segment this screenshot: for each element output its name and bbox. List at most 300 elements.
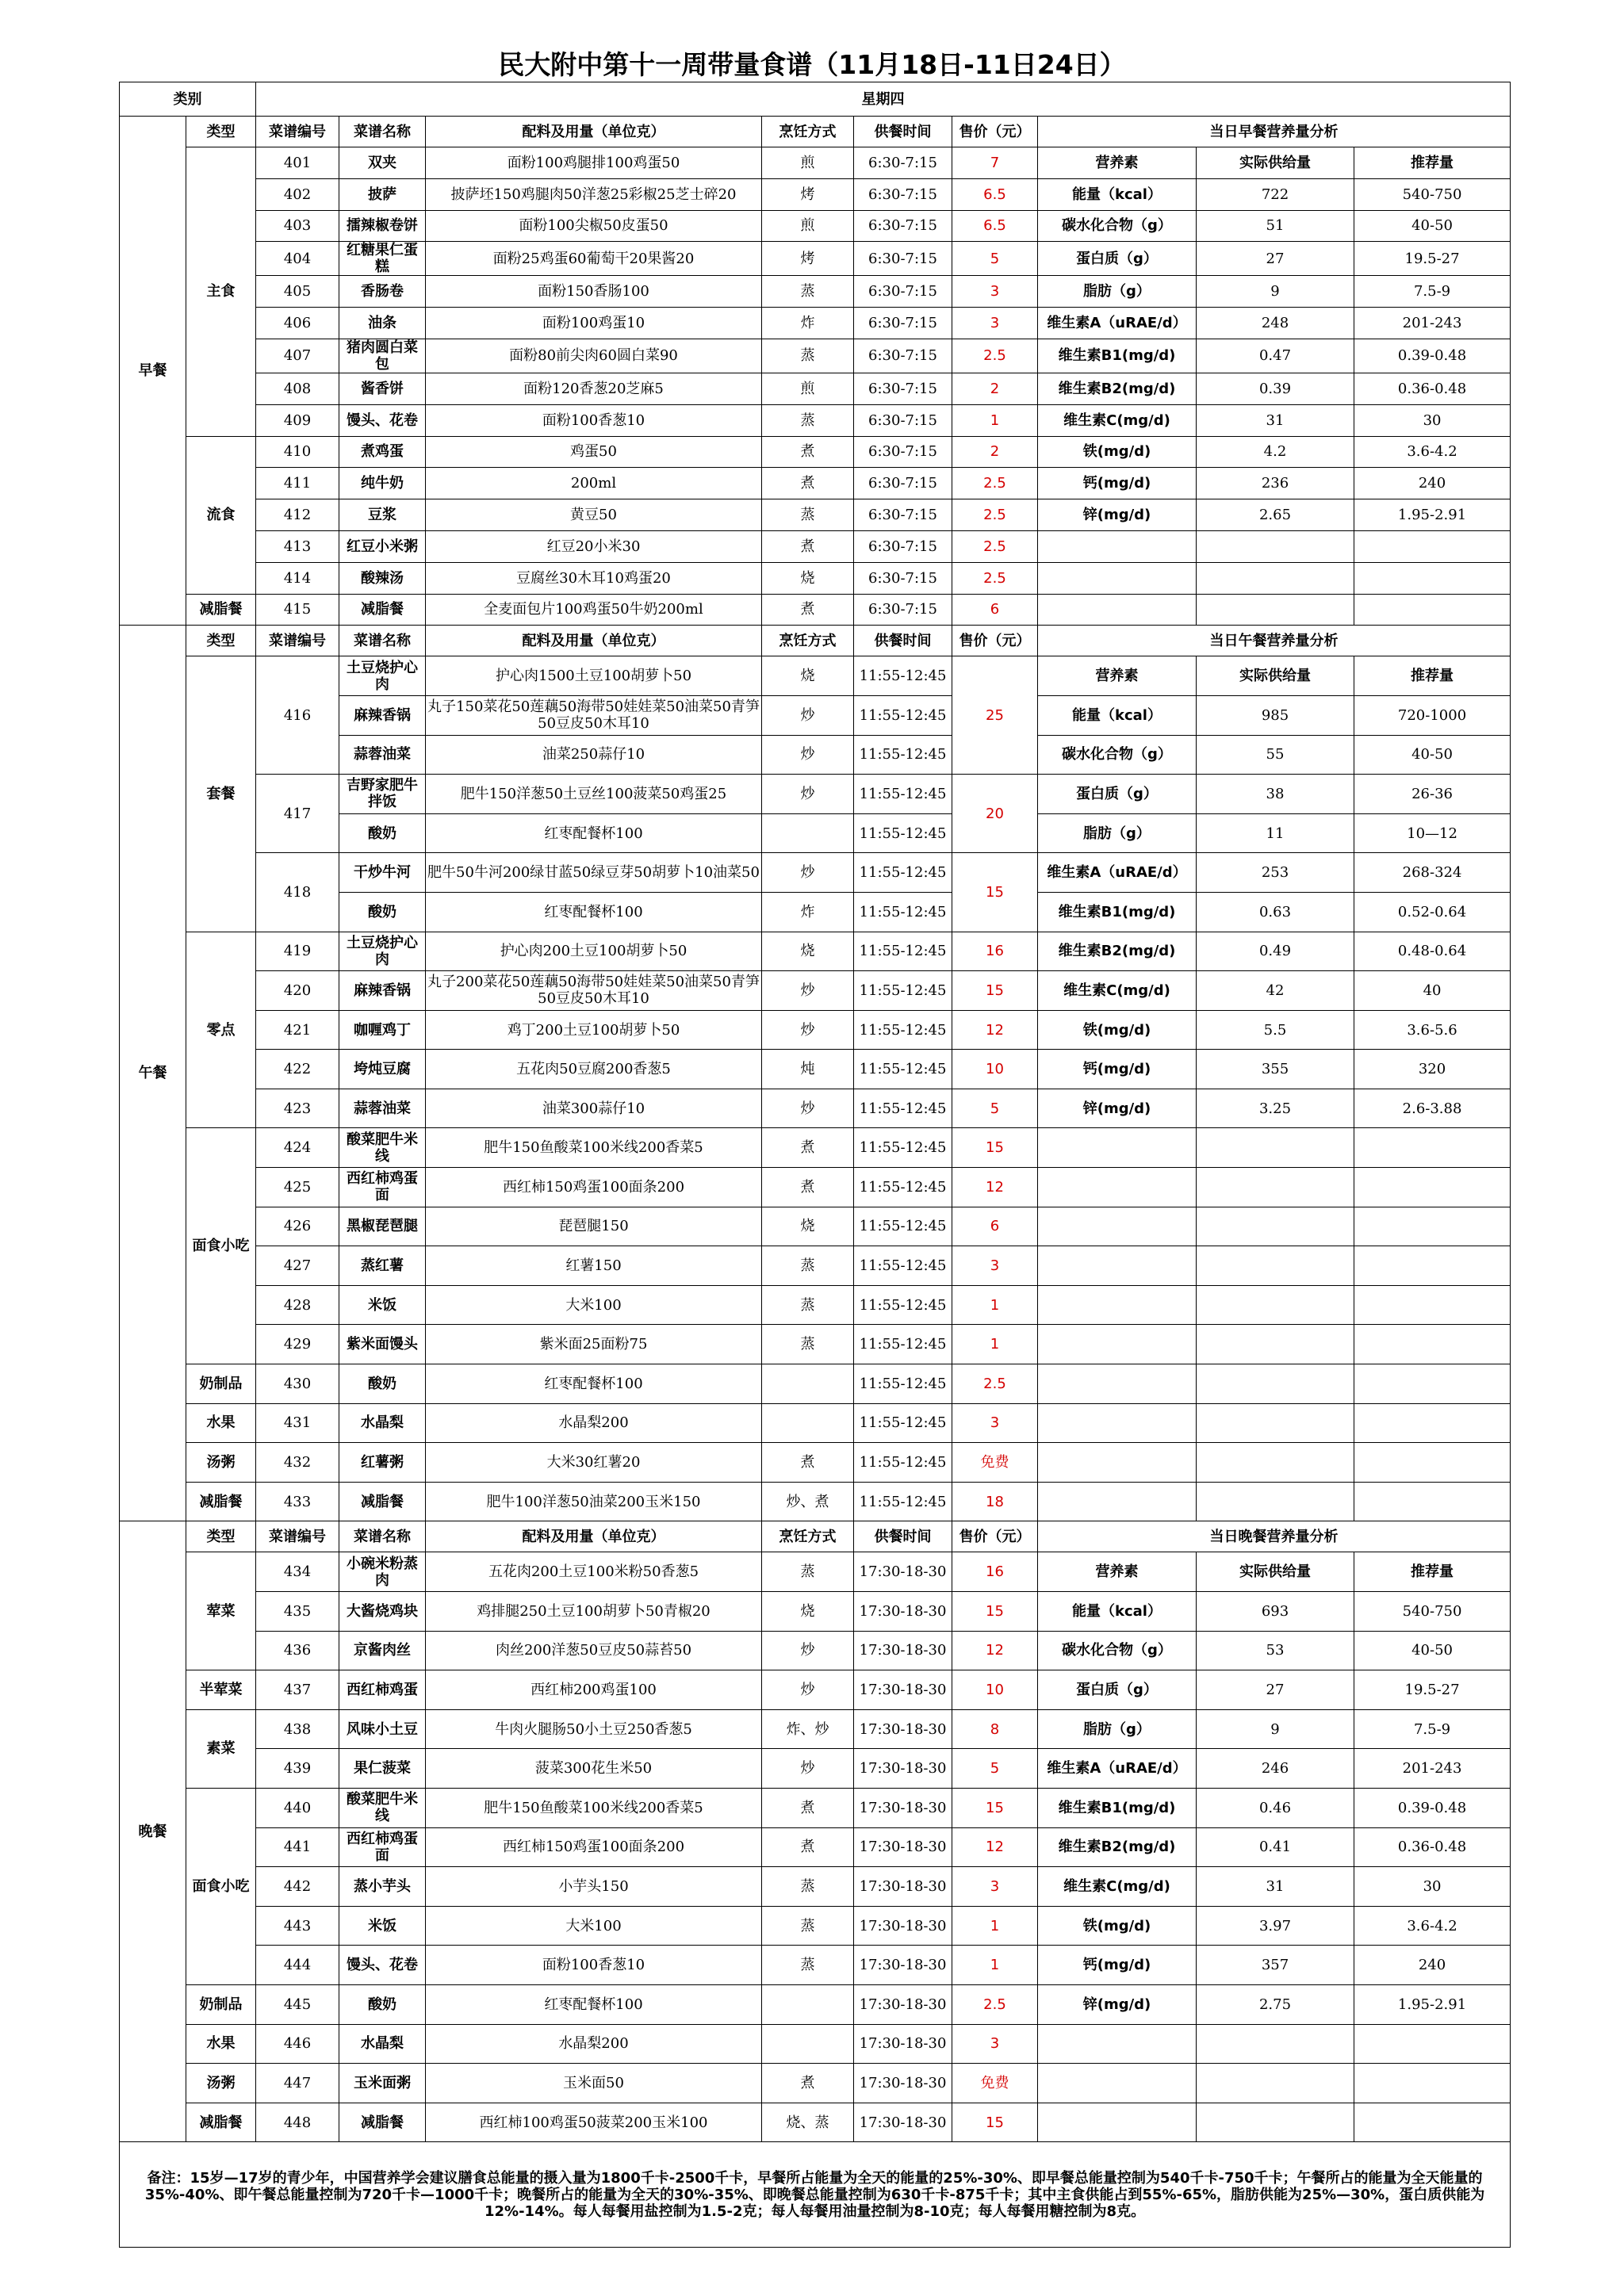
nutrient-name: 维生素C(mg/d) xyxy=(1038,1867,1197,1907)
cooking-method: 烤 xyxy=(762,242,854,276)
table-row xyxy=(120,1788,1511,1827)
category-meat: 荤菜 xyxy=(186,1552,256,1670)
cooking-method: 烧 xyxy=(762,656,854,696)
nutrient-name: 维生素A（uRAE/d） xyxy=(1038,1749,1197,1789)
dish-ingredients: 西红柿150鸡蛋100面条200 xyxy=(426,1827,762,1867)
table-row xyxy=(120,971,1511,1011)
nutrient-name: 脂肪（g） xyxy=(1038,276,1197,308)
table-row xyxy=(120,1670,1511,1710)
dish-price: 1 xyxy=(952,1325,1038,1364)
col-type-label: 类型 xyxy=(186,626,256,656)
dish-name: 垮炖豆腐 xyxy=(339,1050,426,1089)
cooking-method: 煮 xyxy=(762,436,854,468)
dish-name: 酱香饼 xyxy=(339,373,426,404)
nutrient-name: 维生素A（uRAE/d） xyxy=(1038,853,1197,893)
dish-name: 减脂餐 xyxy=(339,2103,426,2142)
actual-col-label: 实际供给量 xyxy=(1197,656,1354,696)
dish-name: 玉米面粥 xyxy=(339,2064,426,2103)
nutrient-recommend: 40-50 xyxy=(1354,210,1511,242)
cooking-method: 蒸 xyxy=(762,499,854,531)
cooking-method: 炸 xyxy=(762,892,854,932)
dish-code: 435 xyxy=(256,1592,339,1632)
col-type-label: 类型 xyxy=(186,117,256,147)
nutrient-name: 碳水化合物（g） xyxy=(1038,1631,1197,1670)
category-fruit: 水果 xyxy=(186,2024,256,2064)
empty-cell xyxy=(1038,1364,1197,1404)
dish-name: 酸奶 xyxy=(339,813,426,853)
dish-price: 10 xyxy=(952,1670,1038,1710)
serving-time: 11:55-12:45 xyxy=(854,1285,952,1325)
dish-name: 水晶梨 xyxy=(339,1403,426,1443)
category-halfmeat: 半荤菜 xyxy=(186,1670,256,1710)
col-price-label: 售价（元） xyxy=(952,117,1038,147)
dish-code: 444 xyxy=(256,1946,339,1985)
nutrient-actual: 27 xyxy=(1197,242,1354,276)
cooking-method: 蒸 xyxy=(762,404,854,436)
serving-time: 11:55-12:45 xyxy=(854,932,952,971)
dish-name: 米饭 xyxy=(339,1285,426,1325)
empty-cell xyxy=(1038,1443,1197,1483)
dish-price: 12 xyxy=(952,1631,1038,1670)
table-row xyxy=(120,1946,1511,1985)
dish-price: 15 xyxy=(952,1592,1038,1632)
col-type-label: 类型 xyxy=(186,1521,256,1552)
serving-time: 11:55-12:45 xyxy=(854,1207,952,1246)
nutrient-recommend: 3.6-5.6 xyxy=(1354,1010,1511,1050)
dish-ingredients: 黄豆50 xyxy=(426,499,762,531)
nutrient-col-label: 营养素 xyxy=(1038,656,1197,696)
day-header: 星期四 xyxy=(256,82,1511,117)
meal-label: 晚餐 xyxy=(120,1521,186,2142)
serving-time: 11:55-12:45 xyxy=(854,1403,952,1443)
dish-price: 5 xyxy=(952,1089,1038,1128)
dish-code: 424 xyxy=(256,1128,339,1168)
dish-ingredients: 丸子200菜花50莲藕50海带50娃娃菜50油菜50青笋50豆皮50木耳10 xyxy=(426,971,762,1011)
table-row xyxy=(120,853,1511,893)
table-row xyxy=(120,1089,1511,1128)
dish-code: 402 xyxy=(256,178,339,210)
col-code-label: 菜谱编号 xyxy=(256,1521,339,1552)
dish-price: 15 xyxy=(952,1788,1038,1827)
cooking-method: 煮 xyxy=(762,1788,854,1827)
serving-time: 6:30-7:15 xyxy=(854,147,952,179)
table-row xyxy=(120,1552,1511,1592)
serving-time: 17:30-18-30 xyxy=(854,2064,952,2103)
dish-name: 红薯粥 xyxy=(339,1443,426,1483)
table-row xyxy=(120,775,1511,814)
dish-ingredients: 披萨坯150鸡腿肉50洋葱25彩椒25芝士碎20 xyxy=(426,178,762,210)
table-row xyxy=(120,308,1511,339)
table-row xyxy=(120,404,1511,436)
dish-code: 423 xyxy=(256,1089,339,1128)
col-time-label: 供餐时间 xyxy=(854,1521,952,1552)
dish-name: 酸菜肥牛米线 xyxy=(339,1128,426,1168)
dish-code: 442 xyxy=(256,1867,339,1907)
empty-cell xyxy=(1038,1168,1197,1207)
empty-cell xyxy=(1197,1364,1354,1404)
dish-price: 5 xyxy=(952,1749,1038,1789)
serving-time: 11:55-12:45 xyxy=(854,1325,952,1364)
empty-cell xyxy=(1197,2064,1354,2103)
nutrient-actual: 253 xyxy=(1197,853,1354,893)
nutrient-actual: 0.49 xyxy=(1197,932,1354,971)
dish-price: 2 xyxy=(952,436,1038,468)
dish-code: 447 xyxy=(256,2064,339,2103)
nutrient-actual: 38 xyxy=(1197,775,1354,814)
empty-cell xyxy=(1038,2064,1197,2103)
serving-time: 6:30-7:15 xyxy=(854,436,952,468)
nutrient-recommend: 0.36-0.48 xyxy=(1354,373,1511,404)
dish-name: 麻辣香锅 xyxy=(339,695,426,735)
dish-name: 披萨 xyxy=(339,178,426,210)
serving-time: 11:55-12:45 xyxy=(854,971,952,1011)
serving-time: 17:30-18-30 xyxy=(854,1827,952,1867)
nutrient-name: 锌(mg/d) xyxy=(1038,499,1197,531)
table-row xyxy=(120,1867,1511,1907)
empty-cell xyxy=(1354,2064,1511,2103)
empty-cell xyxy=(1197,562,1354,594)
nutrient-recommend: 0.52-0.64 xyxy=(1354,892,1511,932)
cooking-method: 煮 xyxy=(762,1827,854,1867)
dish-ingredients: 红枣配餐杯100 xyxy=(426,813,762,853)
dish-ingredients: 鸡排腿250土豆100胡萝卜50青椒20 xyxy=(426,1592,762,1632)
nutrition-analysis-title: 当日晚餐营养量分析 xyxy=(1038,1521,1511,1552)
dish-price: 免费 xyxy=(952,2064,1038,2103)
serving-time: 11:55-12:45 xyxy=(854,892,952,932)
dish-ingredients: 西红柿150鸡蛋100面条200 xyxy=(426,1168,762,1207)
dish-code: 445 xyxy=(256,1984,339,2024)
dish-ingredients: 面粉80前尖肉60圆白菜90 xyxy=(426,339,762,373)
dish-name: 西红柿鸡蛋面 xyxy=(339,1168,426,1207)
nutrient-recommend: 10—12 xyxy=(1354,813,1511,853)
serving-time: 6:30-7:15 xyxy=(854,468,952,499)
nutrient-recommend: 30 xyxy=(1354,1867,1511,1907)
dish-price: 2.5 xyxy=(952,499,1038,531)
dish-code: 407 xyxy=(256,339,339,373)
serving-time: 11:55-12:45 xyxy=(854,735,952,775)
nutrient-name: 铁(mg/d) xyxy=(1038,1010,1197,1050)
dish-price: 2.5 xyxy=(952,339,1038,373)
col-name-label: 菜谱名称 xyxy=(339,1521,426,1552)
serving-time: 11:55-12:45 xyxy=(854,695,952,735)
nutrient-recommend: 3.6-4.2 xyxy=(1354,436,1511,468)
dish-name: 水晶梨 xyxy=(339,2024,426,2064)
serving-time: 6:30-7:15 xyxy=(854,373,952,404)
cooking-method: 炖 xyxy=(762,1050,854,1089)
cooking-method: 煎 xyxy=(762,373,854,404)
dish-ingredients: 西红柿200鸡蛋100 xyxy=(426,1670,762,1710)
nutrient-actual: 31 xyxy=(1197,1867,1354,1907)
dish-price: 2.5 xyxy=(952,468,1038,499)
nutrient-name: 能量（kcal） xyxy=(1038,695,1197,735)
nutrient-col-label: 营养素 xyxy=(1038,1552,1197,1592)
col-method-label: 烹饪方式 xyxy=(762,1521,854,1552)
nutrient-actual: 0.47 xyxy=(1197,339,1354,373)
nutrient-recommend: 40 xyxy=(1354,971,1511,1011)
empty-cell xyxy=(1038,2024,1197,2064)
nutrient-recommend: 0.39-0.48 xyxy=(1354,1788,1511,1827)
table-row xyxy=(120,1168,1511,1207)
table-row xyxy=(120,242,1511,276)
nutrient-actual: 236 xyxy=(1197,468,1354,499)
dish-ingredients: 大米30红薯20 xyxy=(426,1443,762,1483)
nutrition-analysis-title: 当日早餐营养量分析 xyxy=(1038,117,1511,147)
empty-cell xyxy=(1354,1246,1511,1286)
nutrient-name: 蛋白质（g） xyxy=(1038,775,1197,814)
cooking-method: 煎 xyxy=(762,147,854,179)
nutrient-actual: 11 xyxy=(1197,813,1354,853)
nutrient-name: 蛋白质（g） xyxy=(1038,242,1197,276)
dish-code: 411 xyxy=(256,468,339,499)
dish-ingredients: 豆腐丝30木耳10鸡蛋20 xyxy=(426,562,762,594)
table-row xyxy=(120,1443,1511,1483)
nutrient-actual: 0.46 xyxy=(1197,1788,1354,1827)
cooking-method: 烧 xyxy=(762,1592,854,1632)
dish-price: 3 xyxy=(952,1867,1038,1907)
cooking-method: 烧、蒸 xyxy=(762,2103,854,2142)
table-row xyxy=(120,1984,1511,2024)
empty-cell xyxy=(1354,530,1511,562)
dish-price: 免费 xyxy=(952,1443,1038,1483)
table-row xyxy=(120,1906,1511,1946)
nutrient-actual: 985 xyxy=(1197,695,1354,735)
nutrient-name: 钙(mg/d) xyxy=(1038,468,1197,499)
dish-ingredients: 鸡蛋50 xyxy=(426,436,762,468)
dish-name: 酸奶 xyxy=(339,1364,426,1404)
recommend-col-label: 推荐量 xyxy=(1354,147,1511,179)
empty-cell xyxy=(1197,1246,1354,1286)
dish-ingredients: 红枣配餐杯100 xyxy=(426,1364,762,1404)
nutrient-recommend: 320 xyxy=(1354,1050,1511,1089)
dish-code: 439 xyxy=(256,1749,339,1789)
category-staple: 主食 xyxy=(186,147,256,437)
cooking-method: 炒 xyxy=(762,1631,854,1670)
cooking-method: 炸 xyxy=(762,308,854,339)
dish-name: 酸奶 xyxy=(339,1984,426,2024)
nutrient-name: 维生素B2(mg/d) xyxy=(1038,1827,1197,1867)
nutrient-name: 维生素B2(mg/d) xyxy=(1038,932,1197,971)
nutrient-actual: 53 xyxy=(1197,1631,1354,1670)
dish-price: 5 xyxy=(952,242,1038,276)
cooking-method: 煮 xyxy=(762,1443,854,1483)
recommend-col-label: 推荐量 xyxy=(1354,1552,1511,1592)
dish-ingredients: 油菜300蒜仔10 xyxy=(426,1089,762,1128)
nutrient-recommend: 3.6-4.2 xyxy=(1354,1906,1511,1946)
nutrient-recommend: 240 xyxy=(1354,468,1511,499)
dish-code: 408 xyxy=(256,373,339,404)
nutrient-recommend: 40-50 xyxy=(1354,1631,1511,1670)
dish-code: 420 xyxy=(256,971,339,1011)
cooking-method: 蒸 xyxy=(762,1285,854,1325)
dish-code: 414 xyxy=(256,562,339,594)
dish-code: 436 xyxy=(256,1631,339,1670)
serving-time: 17:30-18-30 xyxy=(854,1984,952,2024)
dish-price: 10 xyxy=(952,1050,1038,1089)
serving-time: 11:55-12:45 xyxy=(854,1246,952,1286)
serving-time: 17:30-18-30 xyxy=(854,1709,952,1749)
serving-time: 17:30-18-30 xyxy=(854,1946,952,1985)
cooking-method: 蒸 xyxy=(762,1246,854,1286)
dish-name: 麻辣香锅 xyxy=(339,971,426,1011)
col-ingredients-label: 配料及用量（单位克） xyxy=(426,117,762,147)
table-row xyxy=(120,1631,1511,1670)
serving-time: 11:55-12:45 xyxy=(854,853,952,893)
dish-ingredients: 五花肉200土豆100米粉50香葱5 xyxy=(426,1552,762,1592)
nutrient-recommend: 1.95-2.91 xyxy=(1354,499,1511,531)
cooking-method: 蒸 xyxy=(762,1867,854,1907)
cooking-method: 煮 xyxy=(762,530,854,562)
empty-cell xyxy=(1197,1207,1354,1246)
empty-cell xyxy=(1354,1443,1511,1483)
dish-ingredients: 玉米面50 xyxy=(426,2064,762,2103)
cooking-method: 蒸 xyxy=(762,339,854,373)
empty-cell xyxy=(1354,594,1511,626)
nutrient-name: 维生素B2(mg/d) xyxy=(1038,373,1197,404)
cooking-method: 炒 xyxy=(762,971,854,1011)
nutrition-analysis-title: 当日午餐营养量分析 xyxy=(1038,626,1511,656)
dish-code: 425 xyxy=(256,1168,339,1207)
table-row xyxy=(120,1207,1511,1246)
table-row xyxy=(120,2064,1511,2103)
dish-code: 421 xyxy=(256,1010,339,1050)
dish-name: 土豆烧护心肉 xyxy=(339,656,426,696)
nutrient-actual: 55 xyxy=(1197,735,1354,775)
dish-name: 煮鸡蛋 xyxy=(339,436,426,468)
col-name-label: 菜谱名称 xyxy=(339,626,426,656)
table-row xyxy=(120,2142,1511,2248)
nutrient-name: 锌(mg/d) xyxy=(1038,1984,1197,2024)
dish-code: 433 xyxy=(256,1482,339,1521)
serving-time: 11:55-12:45 xyxy=(854,775,952,814)
dish-price: 8 xyxy=(952,1709,1038,1749)
dish-price: 1 xyxy=(952,1285,1038,1325)
dish-price: 3 xyxy=(952,1403,1038,1443)
serving-time: 6:30-7:15 xyxy=(854,308,952,339)
dish-price: 18 xyxy=(952,1482,1038,1521)
cooking-method: 炒 xyxy=(762,1010,854,1050)
serving-time: 6:30-7:15 xyxy=(854,242,952,276)
nutrient-recommend: 7.5-9 xyxy=(1354,276,1511,308)
dish-code: 412 xyxy=(256,499,339,531)
dish-price: 12 xyxy=(952,1827,1038,1867)
dish-ingredients: 全麦面包片100鸡蛋50牛奶200ml xyxy=(426,594,762,626)
nutrient-recommend: 201-243 xyxy=(1354,308,1511,339)
col-code-label: 菜谱编号 xyxy=(256,626,339,656)
dish-name: 油条 xyxy=(339,308,426,339)
dish-price: 12 xyxy=(952,1010,1038,1050)
dish-ingredients: 面粉120香葱20芝麻5 xyxy=(426,373,762,404)
dish-ingredients: 肥牛50牛河200绿甘蓝50绿豆芽50胡萝卜10油菜50 xyxy=(426,853,762,893)
serving-time: 17:30-18-30 xyxy=(854,1749,952,1789)
dish-code: 437 xyxy=(256,1670,339,1710)
dish-price: 6.5 xyxy=(952,210,1038,242)
nutrient-recommend: 19.5-27 xyxy=(1354,242,1511,276)
dish-name: 蒜蓉油菜 xyxy=(339,1089,426,1128)
table-row xyxy=(120,656,1511,696)
dish-name: 擂辣椒卷饼 xyxy=(339,210,426,242)
serving-time: 11:55-12:45 xyxy=(854,1128,952,1168)
empty-cell xyxy=(1197,1285,1354,1325)
nutrient-name: 蛋白质（g） xyxy=(1038,1670,1197,1710)
dish-ingredients: 丸子150菜花50莲藕50海带50娃娃菜50油菜50青笋50豆皮50木耳10 xyxy=(426,695,762,735)
nutrient-actual: 722 xyxy=(1197,178,1354,210)
nutrient-actual: 0.63 xyxy=(1197,892,1354,932)
dish-ingredients: 水晶梨200 xyxy=(426,1403,762,1443)
cooking-method: 炒 xyxy=(762,853,854,893)
nutrient-name: 脂肪（g） xyxy=(1038,1709,1197,1749)
category-noodle: 面食小吃 xyxy=(186,1128,256,1364)
serving-time: 6:30-7:15 xyxy=(854,404,952,436)
dish-price: 1 xyxy=(952,1946,1038,1985)
dish-price: 3 xyxy=(952,2024,1038,2064)
table-row xyxy=(120,499,1511,531)
table-row xyxy=(120,82,1511,117)
nutrient-recommend: 240 xyxy=(1354,1946,1511,1985)
dish-name: 红糖果仁蛋糕 xyxy=(339,242,426,276)
nutrient-name: 能量（kcal） xyxy=(1038,1592,1197,1632)
empty-cell xyxy=(1197,594,1354,626)
dish-ingredients: 红薯150 xyxy=(426,1246,762,1286)
dish-name: 咖喱鸡丁 xyxy=(339,1010,426,1050)
empty-cell xyxy=(1038,1285,1197,1325)
empty-cell xyxy=(1197,530,1354,562)
col-ingredients-label: 配料及用量（单位克） xyxy=(426,626,762,656)
dish-price: 3 xyxy=(952,276,1038,308)
nutrient-recommend: 201-243 xyxy=(1354,1749,1511,1789)
dish-code: 404 xyxy=(256,242,339,276)
nutrient-recommend: 30 xyxy=(1354,404,1511,436)
dish-price: 15 xyxy=(952,1128,1038,1168)
col-ingredients-label: 配料及用量（单位克） xyxy=(426,1521,762,1552)
dish-name: 纯牛奶 xyxy=(339,468,426,499)
nutrient-actual: 248 xyxy=(1197,308,1354,339)
serving-time: 6:30-7:15 xyxy=(854,339,952,373)
nutrient-name: 维生素A（uRAE/d） xyxy=(1038,308,1197,339)
category-header: 类别 xyxy=(120,82,256,117)
dish-ingredients: 红枣配餐杯100 xyxy=(426,892,762,932)
table-row xyxy=(120,436,1511,468)
col-code-label: 菜谱编号 xyxy=(256,117,339,147)
serving-time: 11:55-12:45 xyxy=(854,656,952,696)
table-row xyxy=(120,2103,1511,2142)
dish-code: 434 xyxy=(256,1552,339,1592)
nutrient-name: 维生素B1(mg/d) xyxy=(1038,339,1197,373)
nutrient-recommend: 0.39-0.48 xyxy=(1354,339,1511,373)
nutrient-recommend: 26-36 xyxy=(1354,775,1511,814)
dish-name: 猪肉圆白菜包 xyxy=(339,339,426,373)
nutrient-actual: 9 xyxy=(1197,276,1354,308)
cooking-method xyxy=(762,1403,854,1443)
dish-name: 小碗米粉蒸肉 xyxy=(339,1552,426,1592)
empty-cell xyxy=(1038,1128,1197,1168)
col-method-label: 烹饪方式 xyxy=(762,626,854,656)
dish-ingredients: 200ml xyxy=(426,468,762,499)
dish-ingredients: 菠菜300花生米50 xyxy=(426,1749,762,1789)
nutrient-actual: 246 xyxy=(1197,1749,1354,1789)
nutrient-name: 维生素C(mg/d) xyxy=(1038,404,1197,436)
dish-price: 2.5 xyxy=(952,1364,1038,1404)
empty-cell xyxy=(1354,2103,1511,2142)
serving-time: 6:30-7:15 xyxy=(854,276,952,308)
table-row xyxy=(120,178,1511,210)
cooking-method xyxy=(762,1364,854,1404)
dish-ingredients: 鸡丁200土豆100胡萝卜50 xyxy=(426,1010,762,1050)
dish-ingredients: 肉丝200洋葱50豆皮50蒜苔50 xyxy=(426,1631,762,1670)
nutrient-col-label: 营养素 xyxy=(1038,147,1197,179)
table-row xyxy=(120,1403,1511,1443)
dish-name: 红豆小米粥 xyxy=(339,530,426,562)
dish-ingredients: 肥牛150洋葱50土豆丝100菠菜50鸡蛋25 xyxy=(426,775,762,814)
